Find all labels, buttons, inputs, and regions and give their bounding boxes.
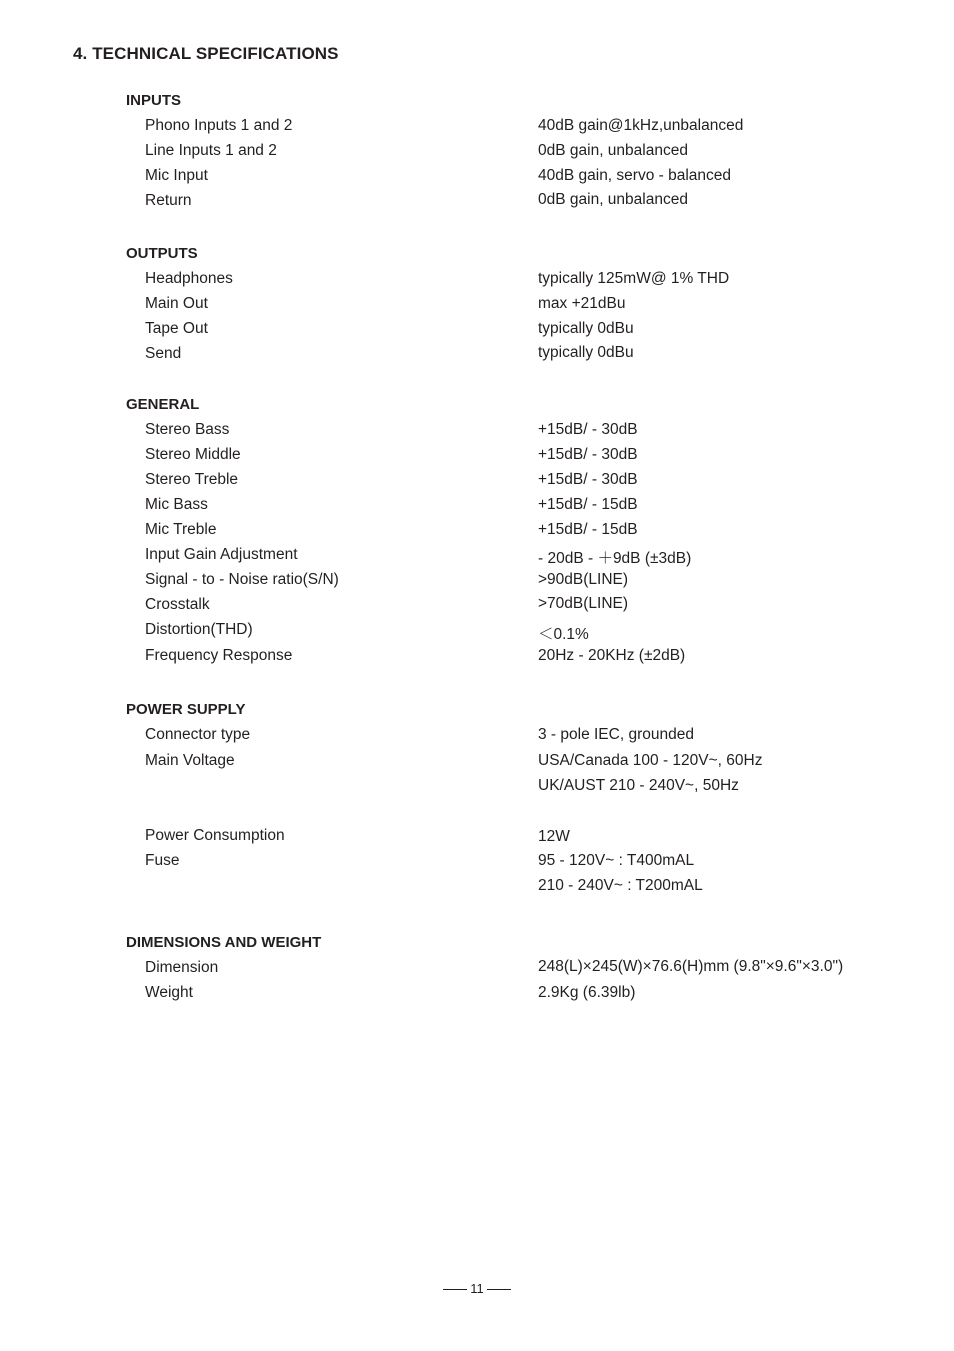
section-heading-power-supply: POWER SUPPLY [126,701,246,718]
spec-label: Mic Bass [145,496,208,513]
spec-value: 210 - 240V~ : T200mAL [538,877,703,894]
spec-value: 20Hz - 20KHz (±2dB) [538,647,686,664]
spec-label: Crosstalk [145,596,210,613]
spec-label: Mic Treble [145,521,217,538]
spec-value: 0dB gain, unbalanced [538,142,688,159]
spec-label: Headphones [145,270,233,287]
spec-value: typically 0dBu [538,320,634,337]
spec-value: +15dB/ - 15dB [538,496,638,513]
spec-value: +15dB/ - 30dB [538,421,638,438]
page-title: 4. TECHNICAL SPECIFICATIONS [73,44,339,63]
spec-label: Dimension [145,959,219,976]
spec-label: Send [145,345,182,362]
spec-label: Power Consumption [145,827,285,844]
spec-label: Mic Input [145,167,208,184]
spec-label: Fuse [145,852,180,869]
spec-value: USA/Canada 100 - 120V~, 60Hz [538,752,763,769]
spec-label: Weight [145,984,193,1001]
spec-label: Stereo Treble [145,471,239,488]
spec-value: - 20dB - ＋9dB (±3dB) [538,550,692,567]
spec-value: +15dB/ - 30dB [538,446,638,463]
spec-value: typically 0dBu [538,344,634,361]
spec-value: 40dB gain, servo - balanced [538,167,732,184]
spec-label: Distortion(THD) [145,621,253,638]
spec-label: Phono Inputs 1 and 2 [145,117,293,134]
spec-label: Connector type [145,726,251,743]
page-number: 11 [470,1281,484,1296]
spec-value: UK/AUST 210 - 240V~, 50Hz [538,777,739,794]
spec-value: 2.9Kg (6.39lb) [538,984,636,1001]
spec-value: 95 - 120V~ : T400mAL [538,852,695,869]
spec-value: >90dB(LINE) [538,571,629,588]
spec-value: 40dB gain@1kHz,unbalanced [538,117,744,134]
spec-value: ＜0.1% [538,626,589,643]
spec-value: typically 125mW@ 1% THD [538,270,730,287]
section-heading-outputs: OUTPUTS [126,245,198,262]
spec-value: 3 - pole IEC, grounded [538,726,694,743]
section-heading-general: GENERAL [126,396,200,413]
spec-label: Line Inputs 1 and 2 [145,142,277,159]
spec-label: Frequency Response [145,647,293,664]
footer-rule-right [487,1289,511,1290]
spec-value: +15dB/ - 30dB [538,471,638,488]
spec-label: Stereo Bass [145,421,230,438]
spec-label: Return [145,192,192,209]
spec-label: Stereo Middle [145,446,241,463]
section-heading-inputs: INPUTS [126,92,182,109]
spec-label: Main Out [145,295,208,312]
spec-value: 12W [538,828,570,845]
spec-label: Tape Out [145,320,208,337]
spec-value: >70dB(LINE) [538,595,629,612]
spec-label: Main Voltage [145,752,235,769]
spec-value: max +21dBu [538,295,626,312]
page-footer [0,1281,954,1296]
spec-label: Input Gain Adjustment [145,546,298,563]
spec-value: 248(L)×245(W)×76.6(H)mm (9.8"×9.6"×3.0") [538,958,844,975]
section-heading-dimensions: DIMENSIONS AND WEIGHT [126,934,322,951]
spec-value: 0dB gain, unbalanced [538,191,688,208]
spec-label: Signal - to - Noise ratio(S/N) [145,571,339,588]
footer-rule-left [443,1289,467,1290]
spec-value: +15dB/ - 15dB [538,521,638,538]
